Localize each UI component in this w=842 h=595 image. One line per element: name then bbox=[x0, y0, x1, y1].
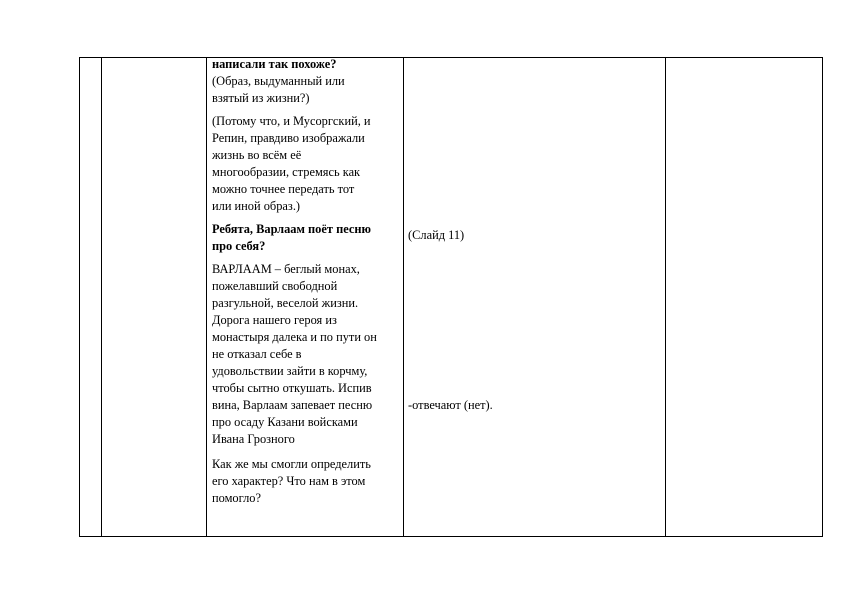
column-divider-3 bbox=[403, 57, 404, 537]
table-right-border bbox=[822, 57, 823, 537]
varlaam-description-paragraph: ВАРЛААМ – беглый монах, пожелавший свободной разгульной, веселой жизни. Дорога нашего героя из монастыря далека и по пути он не отказал себе в удовольствии зайти в корчму, чтобы сытно откушать. Испив вина, Варлаам запевает песню про осаду Казани войсками Ивана Грозного bbox=[212, 262, 377, 446]
answer-paragraph: (Потому что, и Мусоргский, и Репин, правдиво изображали жизнь во всём её многообразии, стремясь как можно точнее передать тот или иной образ.) bbox=[212, 114, 371, 213]
teacher-activity-cell bbox=[212, 57, 400, 507]
table-top-border bbox=[79, 57, 823, 58]
slide-note: (Слайд 11) bbox=[408, 228, 465, 242]
column-divider-1 bbox=[101, 57, 102, 537]
column-divider-2 bbox=[206, 57, 207, 537]
column-divider-4 bbox=[665, 57, 666, 537]
answer-note: -отвечают (нет). bbox=[408, 398, 493, 412]
image-question-paragraph: (Образ, выдуманный или взятый из жизни?) bbox=[212, 74, 345, 105]
table-bottom-border bbox=[79, 536, 823, 537]
table-left-border bbox=[79, 57, 80, 537]
question-paragraph: написали так похоже? bbox=[212, 57, 337, 71]
lesson-table bbox=[79, 57, 823, 537]
varlaam-question-paragraph: Ребята, Варлаам поёт песню про себя? bbox=[212, 222, 371, 253]
character-question-paragraph: Как же мы смогли определить его характер? Что нам в этом помогло? bbox=[212, 457, 371, 505]
